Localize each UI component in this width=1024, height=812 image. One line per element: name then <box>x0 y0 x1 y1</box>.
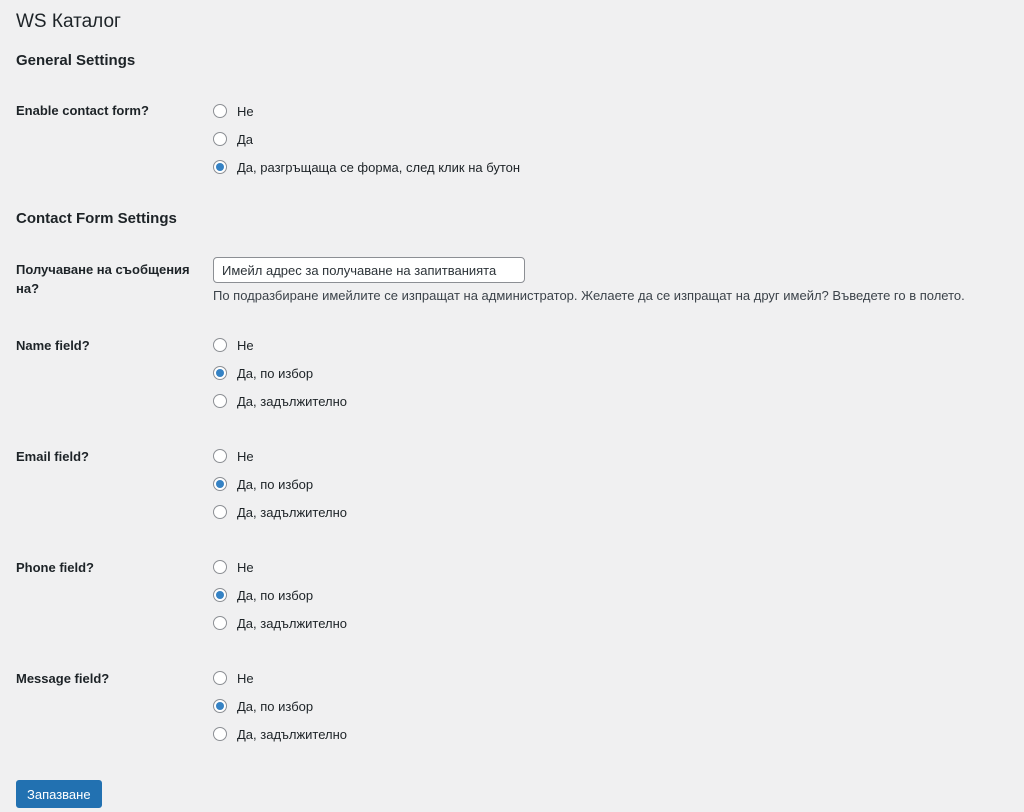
field-label-contact-form: Enable contact form? <box>16 103 149 118</box>
radio-button[interactable] <box>213 160 227 174</box>
radio-button[interactable] <box>213 394 227 408</box>
radio-group-email-field <box>213 442 347 526</box>
radio-label: Не <box>237 337 254 353</box>
radio-button[interactable] <box>213 104 227 118</box>
radio-option[interactable] <box>213 125 520 153</box>
page-title: WS Каталог <box>16 11 121 32</box>
field-label-recipient: Получаване на съобщения на? <box>16 262 190 296</box>
field-label-name: Name field? <box>16 338 90 353</box>
radio-option[interactable] <box>213 442 347 470</box>
radio-label: Не <box>237 103 254 119</box>
radio-button[interactable] <box>213 616 227 630</box>
radio-option[interactable] <box>213 609 347 637</box>
radio-group-phone-field <box>213 553 347 637</box>
radio-group-name-field <box>213 331 347 415</box>
radio-button[interactable] <box>213 449 227 463</box>
radio-option[interactable] <box>213 153 520 181</box>
radio-option[interactable] <box>213 498 347 526</box>
radio-button[interactable] <box>213 588 227 602</box>
radio-label: Не <box>237 559 254 575</box>
radio-group-message-field <box>213 664 347 748</box>
radio-option[interactable] <box>213 664 347 692</box>
radio-label: Да, задължително <box>237 615 348 631</box>
radio-option[interactable] <box>213 553 347 581</box>
radio-button[interactable] <box>213 671 227 685</box>
radio-label: Да <box>237 131 254 147</box>
radio-button[interactable] <box>213 560 227 574</box>
radio-label: Не <box>237 670 254 686</box>
field-label-email: Email field? <box>16 449 89 464</box>
radio-label: Да, задължително <box>237 393 348 409</box>
section-heading-general: General Settings <box>16 52 136 69</box>
radio-button[interactable] <box>213 477 227 491</box>
radio-label: Да, задължително <box>237 504 348 520</box>
radio-label: Да, по избор <box>237 698 314 714</box>
field-label-phone: Phone field? <box>16 560 94 575</box>
radio-option[interactable] <box>213 470 347 498</box>
radio-button[interactable] <box>213 366 227 380</box>
radio-button[interactable] <box>213 699 227 713</box>
radio-option[interactable] <box>213 359 347 387</box>
recipient-email-input[interactable] <box>213 257 525 283</box>
radio-option[interactable] <box>213 97 520 125</box>
radio-label: Не <box>237 448 254 464</box>
radio-button[interactable] <box>213 132 227 146</box>
save-button[interactable]: Запазване <box>16 780 102 808</box>
radio-button[interactable] <box>213 727 227 741</box>
field-description: По подразбиране имейлите се изпращат на администратор. Желаете да се изпращат на друг имейл? Въведете го в полето. <box>213 288 965 303</box>
settings-page <box>0 0 1024 40</box>
radio-option[interactable] <box>213 581 347 609</box>
radio-group-contact-form <box>213 97 520 181</box>
radio-option[interactable] <box>213 692 347 720</box>
radio-label: Да, задължително <box>237 726 348 742</box>
radio-label: Да, по избор <box>237 365 314 381</box>
field-label-message: Message field? <box>16 671 110 686</box>
radio-button[interactable] <box>213 505 227 519</box>
radio-label: Да, по избор <box>237 476 314 492</box>
radio-label: Да, разгръщаща се форма, след клик на бутон <box>237 159 521 175</box>
radio-button[interactable] <box>213 338 227 352</box>
section-heading-contact-form: Contact Form Settings <box>16 210 177 227</box>
radio-option[interactable] <box>213 720 347 748</box>
radio-label: Да, по избор <box>237 587 314 603</box>
radio-option[interactable] <box>213 387 347 415</box>
radio-option[interactable] <box>213 331 347 359</box>
